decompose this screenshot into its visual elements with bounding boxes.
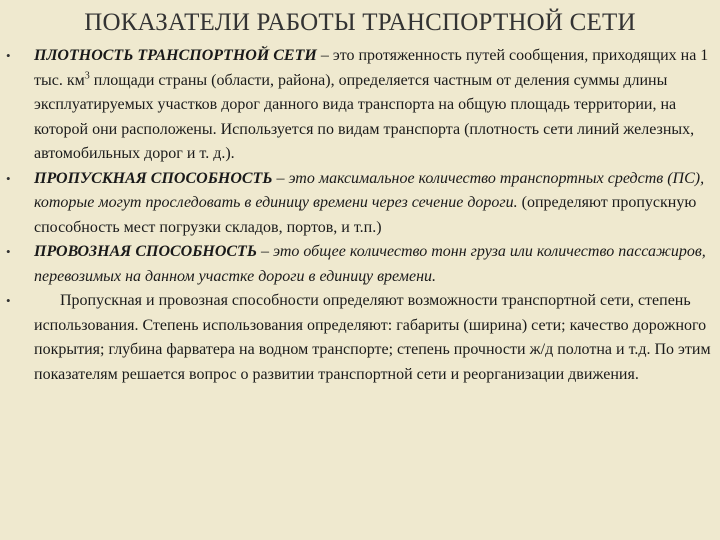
bullet-icon: •: [6, 244, 11, 259]
slide-title: ПОКАЗАТЕЛИ РАБОТЫ ТРАНСПОРТНОЙ СЕТИ: [84, 9, 636, 36]
density-definition-cont: площади страны (области, района), определяется частным от деления суммы длины эксплуатируемых участков дорог данного вида транспорта на общую площадь территории, на которой они расположены. Используется по видам транспорта (плотность сети линий железных, автомобильных дорог и т. д.).: [34, 71, 695, 162]
list-item-capacity-usage: [0, 289, 720, 387]
bullet-icon: •: [6, 48, 11, 63]
term-density: ПЛОТНОСТЬ ТРАНСПОРТНОЙ СЕТИ: [34, 47, 317, 64]
capacity-usage-text: Пропускная и провозная способности определяют возможности транспортной сети, степень использования. Степень использования определяют: габариты (ширина) сети; качество дорожного покрытия; глубина фарватера на водном транспорте; степень прочности ж/д полотна и т.д. По этим показателям решается вопрос о развитии транспортной сети и реорганизации движения.: [34, 292, 711, 383]
term-throughput: ПРОПУСКНАЯ СПОСОБНОСТЬ: [34, 169, 273, 187]
list-item-throughput-capacity: [0, 167, 720, 241]
throughput-note: (определяют пропускную способность мест погрузки складов, портов, и т.п.): [34, 194, 697, 236]
throughput-definition: – это максимальное количество транспортных средств (ПС), которые могут проследовать в единицу времени через сечение дороги.: [34, 169, 705, 211]
superscript: 3: [84, 70, 90, 82]
term-carrying: ПРОВОЗНАЯ СПОСОБНОСТЬ: [34, 243, 257, 260]
carrying-definition: – это общее количество тонн груза или количество пассажиров, перевозимых на данном участке дороги в единицу времени.: [34, 243, 706, 285]
bullet-icon: •: [6, 293, 11, 308]
list-item-carrying-capacity: [0, 240, 720, 289]
density-definition: – это протяженность путей сообщения, приходящих на 1 тыс. км: [34, 47, 709, 89]
bullet-list: [0, 44, 720, 387]
bullet-icon: •: [6, 170, 11, 186]
list-item-transport-density: [0, 44, 720, 167]
